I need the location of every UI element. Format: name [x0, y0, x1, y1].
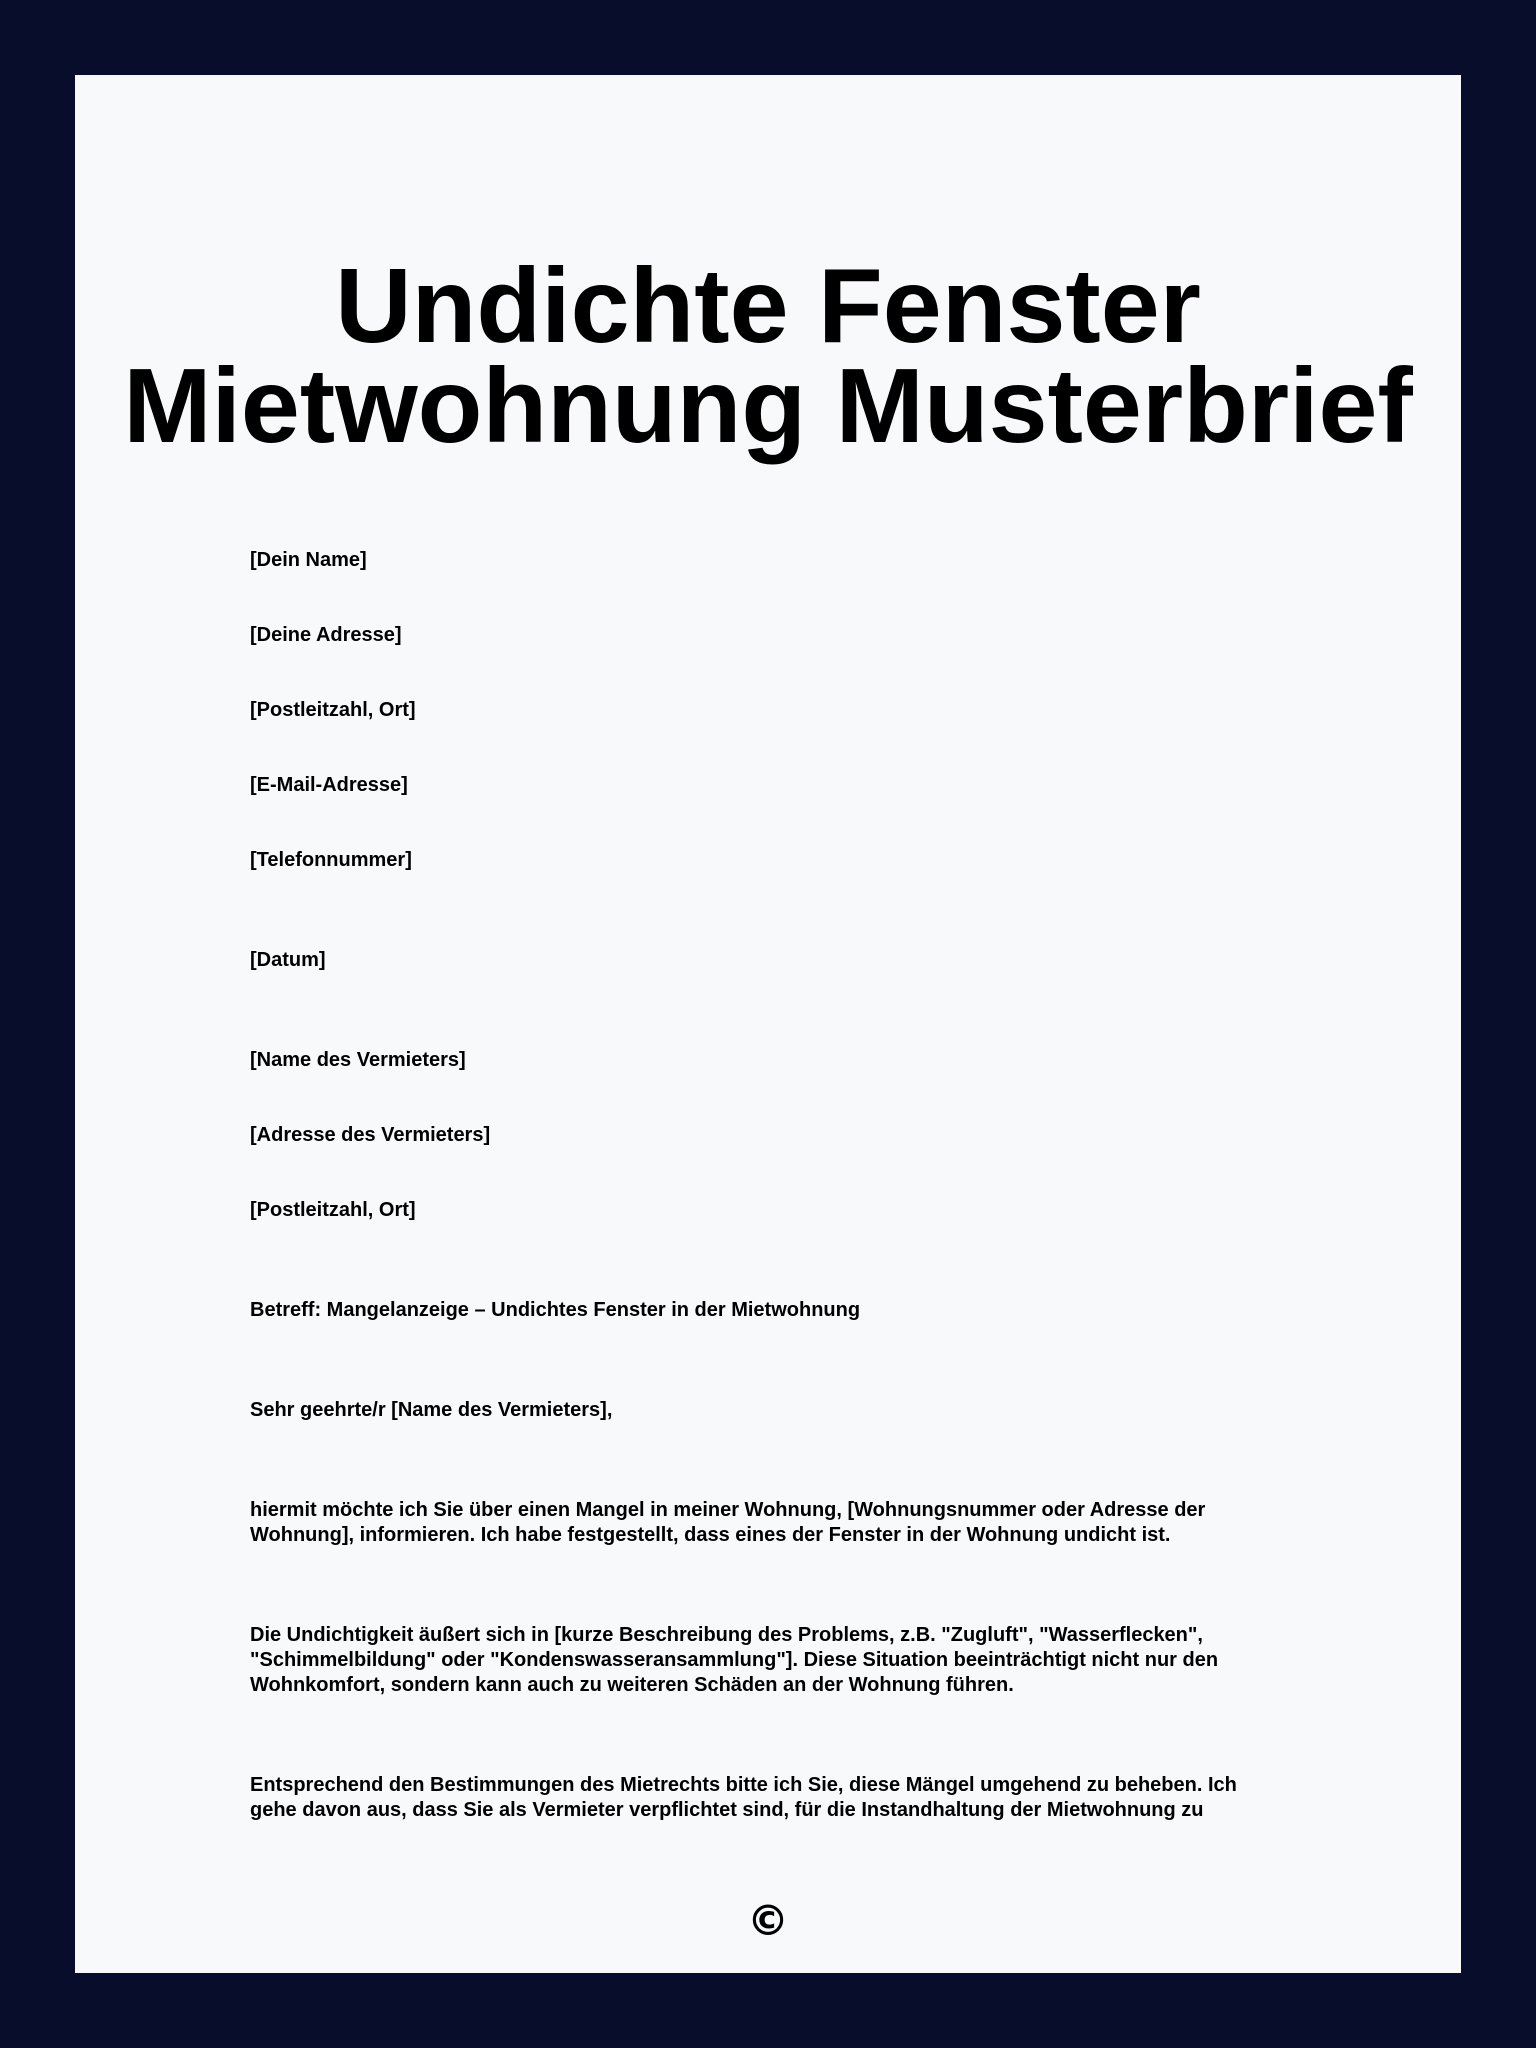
sender-phone: [Telefonnummer] [250, 849, 412, 871]
sender-name: [Dein Name] [250, 549, 367, 571]
paragraph-1-line-2: Wohnung], informieren. Ich habe festgestellt, dass eines der Fenster in der Wohnung undicht ist. [250, 1524, 1171, 1546]
paragraph-2 [250, 1623, 1310, 1698]
paragraph-1 [250, 1498, 1310, 1548]
document-page [75, 75, 1461, 1973]
sender-postal-city: [Postleitzahl, Ort] [250, 699, 416, 721]
recipient-name: [Name des Vermieters] [250, 1049, 466, 1071]
paragraph-3-line-1: Entsprechend den Bestimmungen des Mietrechts bitte ich Sie, diese Mängel umgehend zu beheben. Ich [250, 1774, 1237, 1796]
page-title-line-2: Mietwohnung Musterbrief [123, 347, 1413, 465]
letter-date: [Datum] [250, 949, 326, 971]
paragraph-1-line-1: hiermit möchte ich Sie über einen Mangel in meiner Wohnung, [Wohnungsnummer oder Adresse der [250, 1499, 1206, 1521]
copyright-icon: © [747, 1896, 789, 1945]
sender-email: [E-Mail-Adresse] [250, 774, 408, 796]
letter-salutation: Sehr geehrte/r [Name des Vermieters], [250, 1399, 613, 1421]
paragraph-2-line-1: Die Undichtigkeit äußert sich in [kurze Beschreibung des Problems, z.B. "Zugluft", "Wasserflecken", [250, 1624, 1203, 1646]
paragraph-3 [250, 1773, 1310, 1823]
paragraph-2-line-3: Wohnkomfort, sondern kann auch zu weiteren Schäden an der Wohnung führen. [250, 1674, 1014, 1696]
recipient-postal-city: [Postleitzahl, Ort] [250, 1199, 416, 1221]
page-title-line-1: Undichte Fenster [335, 247, 1201, 365]
sender-address: [Deine Adresse] [250, 624, 402, 646]
recipient-address: [Adresse des Vermieters] [250, 1124, 491, 1146]
paragraph-2-line-2: "Schimmelbildung" oder "Kondenswasseransammlung"]. Diese Situation beeinträchtigt nicht nur den [250, 1649, 1219, 1671]
paragraph-3-line-2: gehe davon aus, dass Sie als Vermieter verpflichtet sind, für die Instandhaltung der Mietwohnung zu [250, 1799, 1204, 1821]
letter-subject: Betreff: Mangelanzeige – Undichtes Fenster in der Mietwohnung [250, 1299, 861, 1321]
